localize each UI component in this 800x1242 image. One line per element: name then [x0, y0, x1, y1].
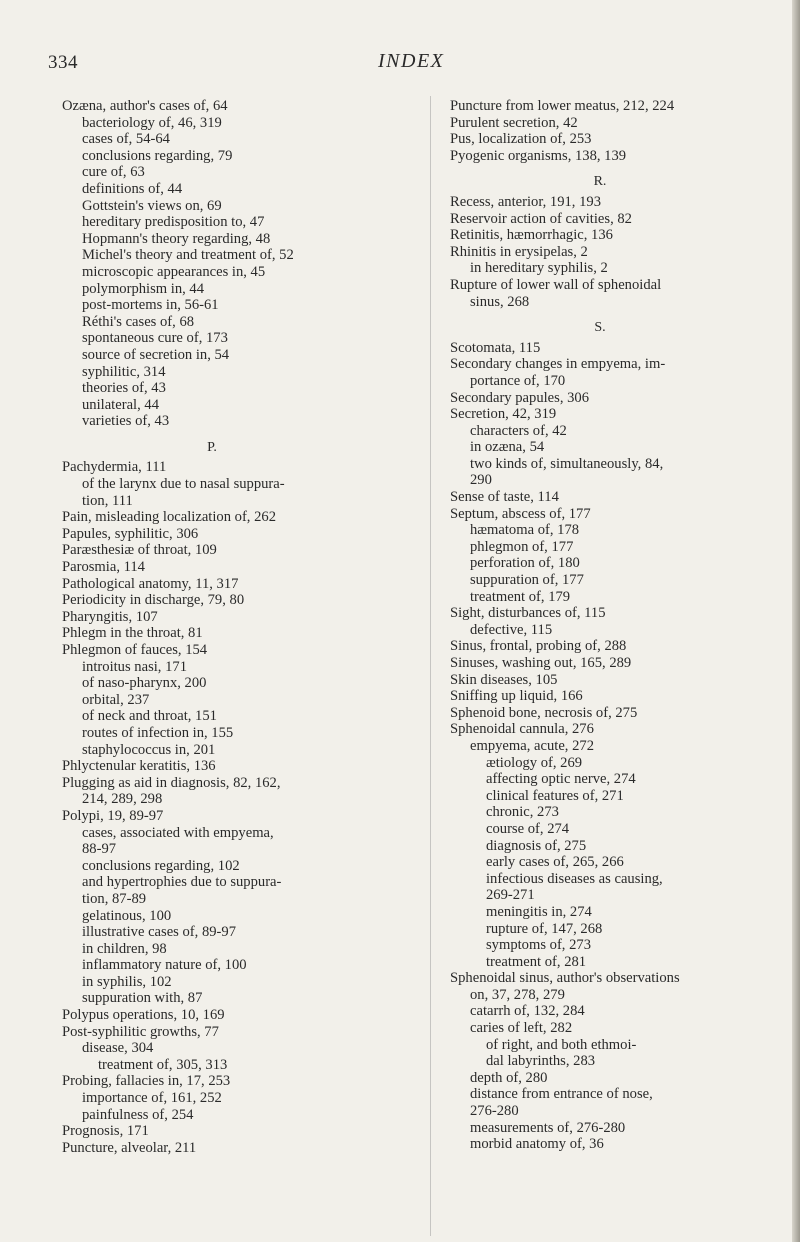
index-entry: Secondary papules, 306: [450, 389, 590, 406]
index-entry: Sinuses, washing out, 165, 289: [450, 655, 632, 671]
index-column-right: [450, 98, 790, 1153]
index-subentry: and hypertrophies due to suppura-: [82, 874, 282, 891]
index-entry: Periodicity in discharge, 79, 80: [62, 592, 245, 609]
index-entry: Purulent secretion, 42: [450, 114, 578, 131]
index-subentry: 276-280: [470, 1103, 519, 1120]
index-entry: Sight, disturbances of, 115: [450, 605, 606, 622]
index-subentry: course of, 274: [486, 820, 570, 837]
index-subentry: in children, 98: [82, 940, 167, 957]
index-subentry: Gottstein's views on, 69: [82, 197, 222, 214]
index-subentry: source of secretion in, 54: [82, 346, 230, 363]
section-letter: S.: [594, 320, 606, 336]
index-column-left: [62, 98, 412, 1156]
index-subentry: affecting optic nerve, 274: [486, 771, 636, 788]
index-subentry: measurements of, 276-280: [470, 1119, 626, 1136]
index-subentry: inflammatory nature of, 100: [82, 957, 247, 974]
index-subentry: on, 37, 278, 279: [470, 986, 565, 1003]
index-subentry: hæmatoma of, 178: [470, 522, 580, 539]
index-subentry: dal labyrinths, 283: [486, 1053, 596, 1070]
index-subentry: painfulness of, 254: [82, 1106, 194, 1123]
index-subentry: phlegmon of, 177: [470, 538, 574, 555]
index-subentry: conclusions regarding, 79: [82, 147, 233, 164]
index-subentry: importance of, 161, 252: [82, 1090, 222, 1107]
index-subentry: unilateral, 44: [82, 396, 159, 413]
index-subentry: morbid anatomy of, 36: [470, 1136, 604, 1153]
index-subentry: Hopmann's theory regarding, 48: [82, 230, 271, 247]
index-subentry: microscopic appearances in, 45: [82, 263, 266, 280]
index-subentry: of the larynx due to nasal suppura-: [82, 476, 285, 493]
index-entry: Skin diseases, 105: [450, 671, 558, 688]
index-subentry: treatment of, 305, 313: [98, 1056, 228, 1073]
index-subentry: theories of, 43: [82, 380, 166, 397]
index-entry: Rupture of lower wall of sphenoidal: [450, 276, 662, 293]
index-subentry: infectious diseases as causing,: [486, 870, 663, 887]
index-subentry: treatment of, 179: [470, 588, 571, 605]
index-entry: Sphenoidal cannula, 276: [450, 721, 594, 738]
index-subentry: characters of, 42: [470, 422, 567, 439]
index-subentry: syphilitic, 314: [82, 363, 166, 380]
page-number: 334: [48, 52, 78, 73]
index-subentry: tion, 111: [82, 492, 133, 509]
index-entry: Parosmia, 114: [62, 559, 145, 576]
index-entry: Sphenoidal sinus, author's observations: [450, 970, 680, 987]
index-subentry: tion, 87-89: [82, 890, 147, 907]
index-subentry: definitions of, 44: [82, 180, 183, 197]
index-subentry: diagnosis of, 275: [486, 837, 587, 854]
index-subentry: two kinds of, simultaneously, 84,: [470, 455, 664, 472]
index-subentry: depth of, 280: [470, 1069, 548, 1086]
index-subentry: in syphilis, 102: [82, 973, 172, 990]
index-subentry: cases of, 54-64: [82, 131, 170, 148]
index-entry: Sinus, frontal, probing of, 288: [450, 638, 627, 655]
index-subentry: of naso-pharynx, 200: [82, 675, 207, 692]
index-subentry: sinus, 268: [470, 293, 530, 310]
index-subentry: distance from entrance of nose,: [470, 1086, 653, 1103]
index-subentry: empyema, acute, 272: [470, 737, 594, 754]
index-entry: Plugging as aid in diagnosis, 82, 162,: [62, 774, 281, 791]
index-subentry: 88-97: [82, 841, 117, 858]
index-subentry: meningitis in, 274: [486, 903, 592, 920]
index-subentry: in hereditary syphilis, 2: [470, 260, 608, 277]
index-subentry: post-mortems in, 56-61: [82, 297, 219, 314]
index-entry: Pharyngitis, 107: [62, 608, 158, 625]
index-subentry: treatment of, 281: [486, 953, 587, 970]
index-subentry: illustrative cases of, 89-97: [82, 924, 237, 941]
index-subentry: introitus nasi, 171: [82, 658, 187, 675]
index-entry: Septum, abscess of, 177: [450, 505, 591, 522]
index-entry: Reservoir action of cavities, 82: [450, 210, 632, 227]
index-entry: Paræsthesiæ of throat, 109: [62, 542, 217, 559]
index-subentry: early cases of, 265, 266: [486, 854, 624, 871]
index-subentry: 290: [470, 472, 492, 489]
page-edge: [792, 0, 800, 1242]
index-subentry: staphylococcus in, 201: [82, 741, 216, 758]
index-subentry: caries of left, 282: [470, 1020, 573, 1037]
index-entry: Pyogenic organisms, 138, 139: [450, 147, 627, 164]
index-subentry: of neck and throat, 151: [82, 708, 217, 725]
index-entry: Pachydermia, 111: [62, 459, 167, 476]
index-subentry: symptoms of, 273: [486, 937, 591, 954]
index-entry: Phlyctenular keratitis, 136: [62, 758, 216, 775]
running-head: INDEX: [378, 50, 445, 72]
index-subentry: of right, and both ethmoi-: [486, 1036, 637, 1053]
index-entry: Prognosis, 171: [62, 1123, 149, 1140]
index-subentry: cases, associated with empyema,: [82, 824, 274, 841]
index-subentry: chronic, 273: [486, 804, 559, 821]
index-subentry: disease, 304: [82, 1040, 154, 1057]
index-subentry: spontaneous cure of, 173: [82, 330, 228, 347]
index-entry: Puncture from lower meatus, 212, 224: [450, 98, 675, 114]
index-entry: Sniffing up liquid, 166: [450, 688, 583, 705]
section-letter: P.: [207, 439, 217, 455]
index-entry: Sphenoid bone, necrosis of, 275: [450, 704, 638, 721]
index-entry: Secretion, 42, 319: [450, 406, 557, 423]
index-entry: Pathological anatomy, 11, 317: [62, 575, 239, 592]
index-entry: Probing, fallacies in, 17, 253: [62, 1073, 231, 1090]
index-entry: Pus, localization of, 253: [450, 131, 592, 148]
index-entry: Scotomata, 115: [450, 339, 541, 356]
index-subentry: varieties of, 43: [82, 413, 170, 430]
column-divider: [430, 96, 431, 1236]
index-entry: Sense of taste, 114: [450, 489, 559, 506]
index-subentry: bacteriology of, 46, 319: [82, 114, 222, 131]
index-subentry: ætiology of, 269: [486, 754, 583, 771]
index-subentry: catarrh of, 132, 284: [470, 1003, 585, 1020]
index-subentry: rupture of, 147, 268: [486, 920, 603, 937]
index-entry: Retinitis, hæmorrhagic, 136: [450, 227, 613, 244]
index-subentry: orbital, 237: [82, 691, 150, 708]
index-entry: Rhinitis in erysipelas, 2: [450, 243, 588, 260]
index-subentry: Réthi's cases of, 68: [82, 313, 195, 330]
index-entry: Polypus operations, 10, 169: [62, 1007, 225, 1024]
index-subentry: gelatinous, 100: [82, 907, 172, 924]
index-entry: Pain, misleading localization of, 262: [62, 509, 276, 526]
index-subentry: 214, 289, 298: [82, 791, 163, 808]
index-entry: Phlegmon of fauces, 154: [62, 642, 208, 658]
index-subentry: conclusions regarding, 102: [82, 857, 240, 874]
section-letter: R.: [593, 174, 607, 190]
index-subentry: perforation of, 180: [470, 555, 580, 572]
index-subentry: polymorphism in, 44: [82, 280, 205, 297]
index-subentry: 269-271: [486, 887, 535, 904]
index-subentry: in ozæna, 54: [470, 439, 545, 456]
index-entry: Recess, anterior, 191, 193: [450, 193, 601, 210]
index-subentry: routes of infection in, 155: [82, 724, 234, 741]
index-entry: Phlegm in the throat, 81: [62, 625, 203, 642]
index-subentry: portance of, 170: [470, 372, 566, 389]
index-entry: Polypi, 19, 89-97: [62, 807, 164, 824]
index-entry: Papules, syphilitic, 306: [62, 525, 199, 542]
index-subentry: suppuration with, 87: [82, 990, 203, 1007]
index-entry: Post-syphilitic growths, 77: [62, 1023, 219, 1040]
index-subentry: hereditary predisposition to, 47: [82, 214, 265, 231]
index-entry: Ozæna, author's cases of, 64: [62, 98, 228, 114]
index-subentry: defective, 115: [470, 621, 553, 638]
index-subentry: Michel's theory and treatment of, 52: [82, 247, 294, 264]
index-entry: Puncture, alveolar, 211: [62, 1139, 197, 1156]
index-subentry: suppuration of, 177: [470, 572, 584, 589]
index-subentry: clinical features of, 271: [486, 787, 624, 804]
index-subentry: cure of, 63: [82, 164, 145, 181]
index-entry: Secondary changes in empyema, im-: [450, 356, 666, 373]
